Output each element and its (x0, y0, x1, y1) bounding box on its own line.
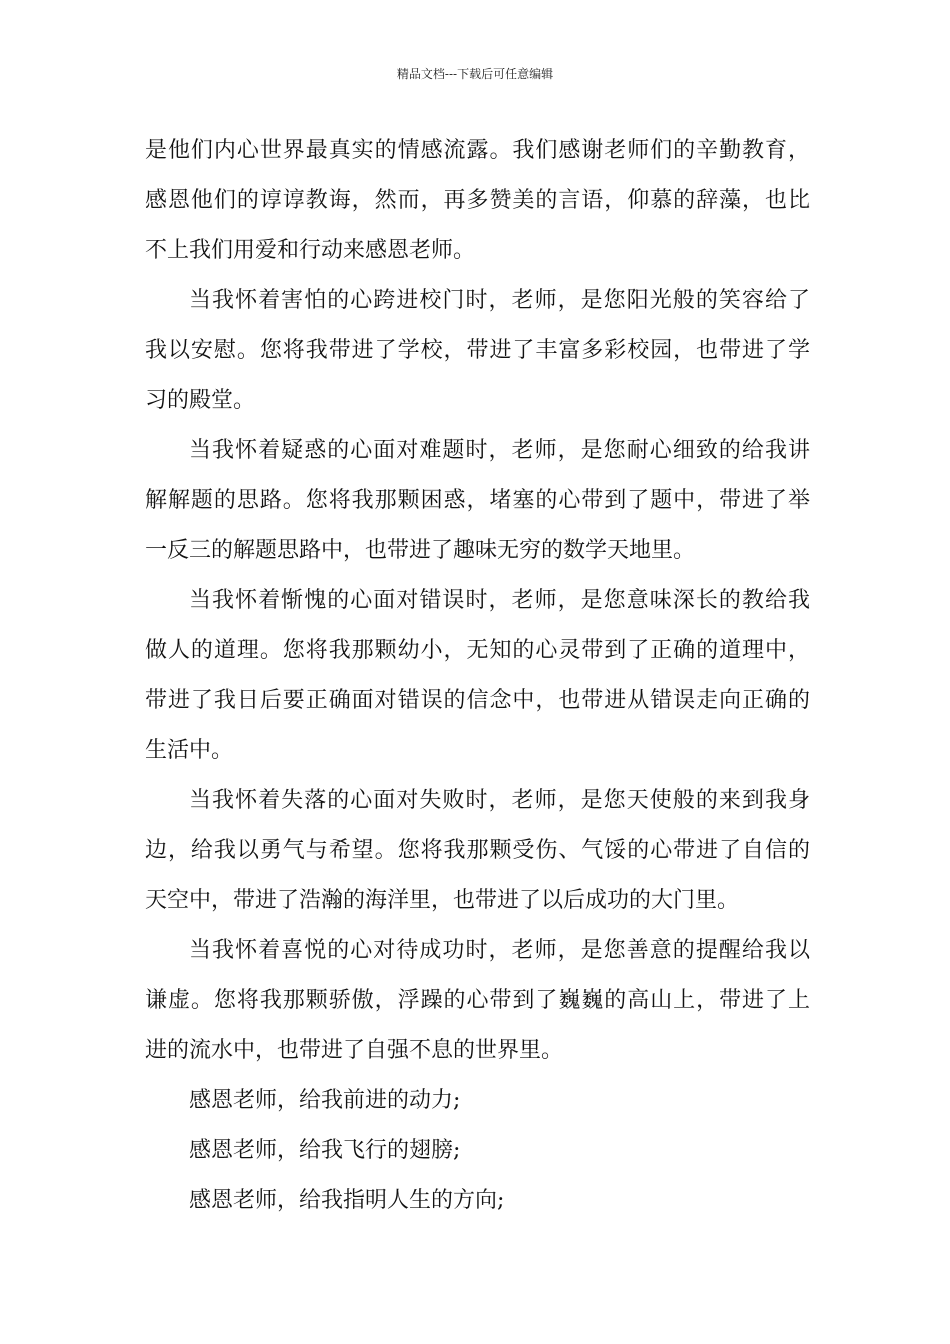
text-line: 一反三的解题思路中，也带进了趣味无穷的数学天地里。 (145, 538, 696, 563)
text-line: 当我怀着喜悦的心对待成功时，老师，是您善意的提醒给我以 (189, 938, 810, 963)
paragraph (145, 276, 810, 426)
text-line: 生活中。 (145, 738, 234, 763)
text-line: 做人的道理。您将我那颗幼小，无知的心灵带到了正确的道理中， (145, 638, 810, 663)
text-line: 不上我们用爱和行动来感恩老师。 (145, 238, 476, 263)
paragraph (145, 1126, 810, 1176)
text-line: 当我怀着疑惑的心面对难题时，老师，是您耐心细致的给我讲 (189, 438, 810, 463)
text-line: 感恩老师，给我飞行的翅膀; (189, 1138, 461, 1163)
text-line: 我以安慰。您将我带进了学校，带进了丰富多彩校园，也带进了学 (145, 338, 810, 363)
text-line: 天空中，带进了浩瀚的海洋里，也带进了以后成功的大门里。 (145, 888, 740, 913)
text-line: 是他们内心世界最真实的情感流露。我们感谢老师们的辛勤教育， (145, 138, 810, 163)
paragraph (145, 126, 810, 276)
text-line: 感恩老师，给我前进的动力; (189, 1088, 461, 1113)
text-line: 进的流水中，也带进了自强不息的世界里。 (145, 1038, 564, 1063)
paragraph (145, 1076, 810, 1126)
text-line: 习的殿堂。 (145, 388, 256, 413)
document-body (145, 126, 810, 1226)
page-header: 精品文档---下载后可任意编辑 (396, 67, 554, 81)
paragraph (145, 926, 810, 1076)
text-line: 当我怀着害怕的心跨进校门时，老师，是您阳光般的笑容给了 (189, 288, 810, 313)
text-line: 边，给我以勇气与希望。您将我那颗受伤、气馁的心带进了自信的 (145, 838, 810, 863)
text-line: 感恩老师，给我指明人生的方向; (189, 1188, 505, 1213)
text-line: 谦虚。您将我那颗骄傲，浮躁的心带到了巍巍的高山上，带进了上 (145, 988, 810, 1013)
text-line: 当我怀着失落的心面对失败时，老师，是您天使般的来到我身 (189, 788, 810, 813)
text-line: 当我怀着惭愧的心面对错误时，老师，是您意味深长的教给我 (189, 588, 810, 613)
paragraph (145, 1176, 810, 1226)
paragraph (145, 426, 810, 576)
paragraph (145, 776, 810, 926)
text-line: 感恩他们的谆谆教诲，然而，再多赞美的言语，仰慕的辞藻，也比 (145, 188, 810, 213)
text-line: 带进了我日后要正确面对错误的信念中，也带进从错误走向正确的 (145, 688, 810, 713)
paragraph (145, 576, 810, 776)
text-line: 解解题的思路。您将我那颗困惑，堵塞的心带到了题中，带进了举 (145, 488, 810, 513)
